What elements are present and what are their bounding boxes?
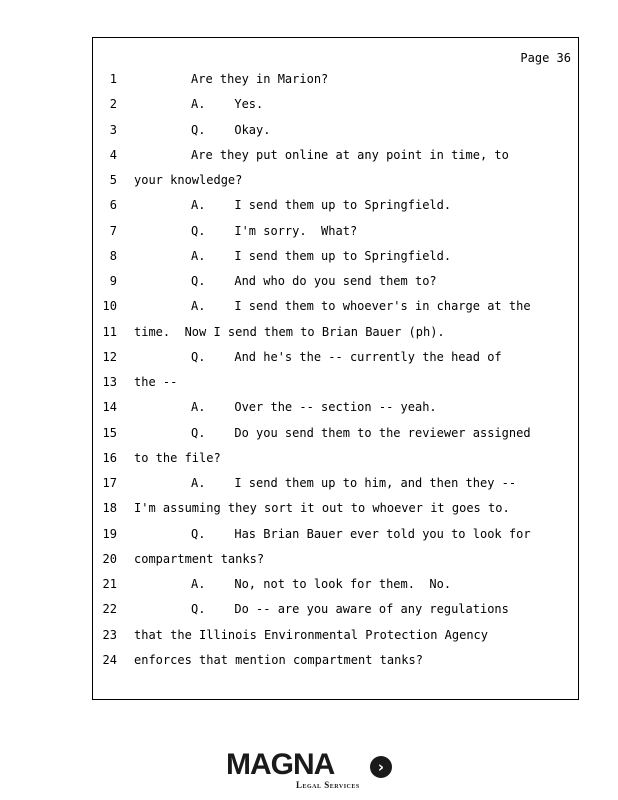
line-number: 4 [109, 147, 117, 162]
line-text: Q. I'm sorry. What? [191, 223, 358, 238]
line-text: A. I send them to whoever's in charge at the [191, 299, 531, 314]
transcript-line [93, 425, 578, 450]
transcript-line [93, 374, 578, 399]
transcript-line [93, 627, 578, 652]
transcript-line [93, 551, 578, 576]
line-text: your knowledge? [134, 173, 243, 187]
transcript-line [93, 399, 578, 424]
line-number: 13 [102, 375, 117, 389]
transcript-line [93, 71, 578, 96]
page-number: Page 36 [520, 51, 571, 65]
line-number: 15 [102, 425, 117, 440]
line-number: 24 [102, 652, 117, 667]
line-number: 19 [102, 526, 117, 541]
line-number: 1 [109, 72, 117, 86]
line-text: Are they in Marion? [191, 72, 329, 86]
line-text: enforces that mention compartment tanks? [134, 652, 423, 667]
transcript-line [93, 576, 578, 601]
line-number: 14 [102, 400, 117, 415]
line-text: that the Illinois Environmental Protection Agency [134, 627, 489, 642]
line-number: 2 [109, 97, 117, 112]
transcript-line [93, 248, 578, 273]
line-number: 5 [109, 173, 117, 187]
transcript-line [93, 223, 578, 248]
transcript-line [93, 172, 578, 197]
line-number: 18 [102, 501, 117, 516]
line-text: A. I send them up to him, and then they -- [191, 476, 517, 490]
transcript-page [92, 37, 579, 700]
line-text: Q. Do -- are you aware of any regulations [191, 602, 509, 617]
line-text: A. Yes. [191, 97, 264, 112]
line-number: 23 [102, 627, 117, 642]
line-text: A. No, not to look for them. No. [191, 577, 452, 591]
line-text: Q. Okay. [191, 122, 271, 137]
transcript-line [93, 601, 578, 626]
line-number: 16 [102, 450, 117, 465]
transcript-line [93, 96, 578, 121]
magna-logo [226, 748, 396, 794]
line-text: compartment tanks? [134, 551, 265, 566]
line-number: 21 [102, 577, 117, 591]
transcript-line [93, 450, 578, 475]
transcript-line [93, 500, 578, 525]
transcript-line [93, 147, 578, 172]
transcript-line [93, 273, 578, 298]
line-number: 17 [102, 476, 117, 490]
line-text: Are they put online at any point in time, to [191, 147, 509, 162]
logo-wordmark: MAGNA [226, 748, 335, 781]
line-text: A. I send them up to Springfield. [191, 248, 452, 263]
line-number: 6 [109, 198, 117, 213]
line-text: Q. And he's the -- currently the head of [191, 349, 502, 364]
line-number: 3 [109, 122, 117, 137]
line-number: 12 [102, 349, 117, 364]
line-number: 7 [109, 223, 117, 238]
line-number: 11 [102, 324, 117, 339]
logo-tagline: Legal Services [296, 780, 360, 790]
transcript-line [93, 652, 578, 677]
line-text: Q. And who do you send them to? [191, 274, 437, 288]
line-number: 10 [102, 299, 117, 314]
line-number: 8 [109, 248, 117, 263]
line-text: to the file? [134, 450, 221, 465]
transcript-line [93, 349, 578, 374]
transcript-line [93, 122, 578, 147]
line-number: 9 [109, 274, 117, 288]
transcript-line [93, 526, 578, 551]
line-text: A. I send them up to Springfield. [191, 198, 452, 213]
chevron-right-icon: › [370, 756, 392, 778]
transcript-line [93, 475, 578, 500]
transcript-line [93, 197, 578, 222]
line-text: I'm assuming they sort it out to whoever it goes to. [134, 501, 510, 516]
line-number: 20 [102, 551, 117, 566]
line-text: time. Now I send them to Brian Bauer (ph). [134, 324, 445, 339]
transcript-line [93, 324, 578, 349]
line-text: Q. Has Brian Bauer ever told you to look for [191, 526, 531, 541]
line-text: A. Over the -- section -- yeah. [191, 400, 437, 415]
transcript-line [93, 298, 578, 323]
line-number: 22 [102, 602, 117, 617]
line-text: Q. Do you send them to the reviewer assigned [191, 425, 531, 440]
line-text: the -- [134, 375, 178, 389]
transcript-lines [93, 71, 578, 677]
